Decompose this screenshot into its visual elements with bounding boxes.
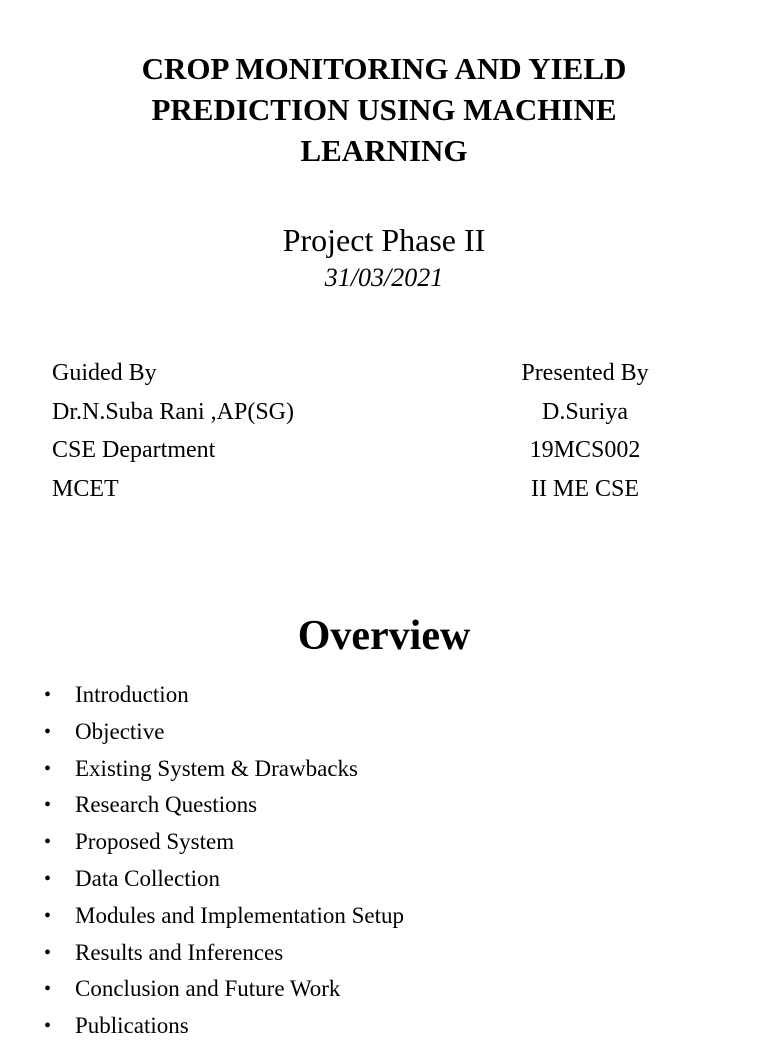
list-item-label: Objective — [75, 718, 165, 744]
project-phase: Project Phase II — [282, 222, 486, 258]
presentation-date: 31/03/2021 — [324, 263, 444, 292]
list-item — [0, 751, 404, 788]
presenter-roll-number: 19MCS002 — [529, 437, 641, 463]
list-item-label: Research Questions — [75, 792, 258, 818]
overview-heading: Overview — [297, 613, 471, 659]
presenter-name: D.Suriya — [542, 398, 628, 425]
bullet-icon: • — [44, 684, 52, 706]
guided-by-block — [52, 354, 294, 508]
list-item-label: Results and Inferences — [75, 939, 284, 965]
list-item — [0, 677, 404, 714]
bullet-icon: • — [44, 794, 52, 817]
list-item — [0, 787, 404, 824]
bullet-icon: • — [44, 757, 52, 780]
list-item — [0, 935, 404, 972]
guide-institution: MCET — [52, 475, 119, 502]
list-item-label: Introduction — [75, 682, 189, 707]
list-item — [0, 1008, 404, 1045]
list-item — [0, 824, 404, 861]
list-item-label: Data Collection — [75, 865, 220, 891]
bullet-icon: • — [44, 941, 52, 964]
list-item-label: Existing System & Drawbacks — [75, 755, 358, 781]
list-item-label: Conclusion and Future Work — [75, 976, 341, 1002]
bullet-icon: • — [44, 1015, 52, 1038]
list-item-label: Publications — [75, 1013, 189, 1039]
bullet-icon: • — [44, 904, 52, 927]
overview-list — [0, 677, 404, 1045]
guide-name: Dr.N.Suba Rani ,AP(SG) — [52, 398, 295, 425]
list-item-label: Proposed System — [75, 829, 235, 855]
guided-by-heading: Guided By — [52, 360, 157, 386]
bullet-icon: • — [44, 867, 52, 890]
guide-department: CSE Department — [52, 437, 216, 463]
bullet-icon: • — [44, 978, 52, 1001]
list-item — [0, 861, 404, 898]
presenter-class: II ME CSE — [531, 475, 639, 502]
presented-by-heading: Presented By — [521, 360, 649, 386]
list-item — [0, 714, 404, 751]
presented-by-block — [495, 354, 675, 508]
list-item — [0, 898, 404, 935]
list-item — [0, 971, 404, 1008]
project-title: CROP MONITORING AND YIELD PREDICTION USING MACHINE LEARNING — [141, 51, 627, 168]
bullet-icon: • — [44, 720, 52, 743]
bullet-icon: • — [44, 831, 52, 854]
list-item-label: Modules and Implementation Setup — [75, 902, 404, 928]
